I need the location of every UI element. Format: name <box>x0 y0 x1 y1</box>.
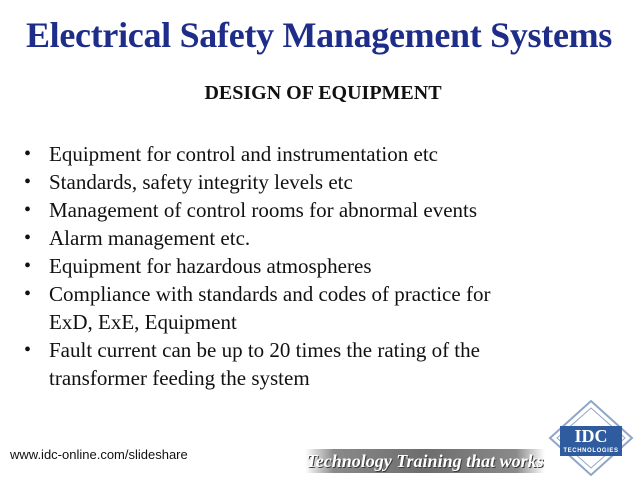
bullet-dot-icon: • <box>24 339 32 361</box>
bullet-item <box>22 196 622 224</box>
bullet-item <box>22 280 622 336</box>
bullet-dot-icon: • <box>24 171 32 193</box>
footer-url-link[interactable]: www.idc-online.com/slideshare <box>10 447 188 462</box>
bullet-dot-icon: • <box>24 199 32 221</box>
bullet-item <box>22 224 622 252</box>
bullet-dot-icon: • <box>24 255 32 277</box>
bullet-dot-icon: • <box>24 143 32 165</box>
bullet-item <box>22 336 622 392</box>
bullet-dot-icon: • <box>24 283 32 305</box>
bullet-text: Management of control rooms for abnormal events <box>49 198 478 222</box>
bullet-text: Compliance with standards and codes of practice for <box>49 282 491 306</box>
idc-logo <box>548 400 634 476</box>
bullet-text-continued: transformer feeding the system <box>49 366 310 390</box>
bullet-text-continued: ExD, ExE, Equipment <box>49 310 237 334</box>
bullet-list <box>22 140 622 392</box>
logo-subtext: TECHNOLOGIES <box>563 448 619 454</box>
bullet-item <box>22 252 622 280</box>
bullet-text: Standards, safety integrity levels etc <box>49 170 353 194</box>
footer-tagline: Technology Training that works <box>306 451 544 471</box>
bullet-text: Fault current can be up to 20 times the rating of the <box>49 338 480 362</box>
slide-subtitle: DESIGN OF EQUIPMENT <box>204 82 442 104</box>
bullet-text: Alarm management etc. <box>49 226 251 250</box>
slide-title: Electrical Safety Management Systems <box>25 15 613 55</box>
bullet-text: Equipment for hazardous atmospheres <box>49 254 372 278</box>
bullet-dot-icon: • <box>24 227 32 249</box>
logo-text: IDC <box>574 426 608 446</box>
bullet-item <box>22 140 622 168</box>
bullet-item <box>22 168 622 196</box>
bullet-text: Equipment for control and instrumentation etc <box>49 142 438 166</box>
